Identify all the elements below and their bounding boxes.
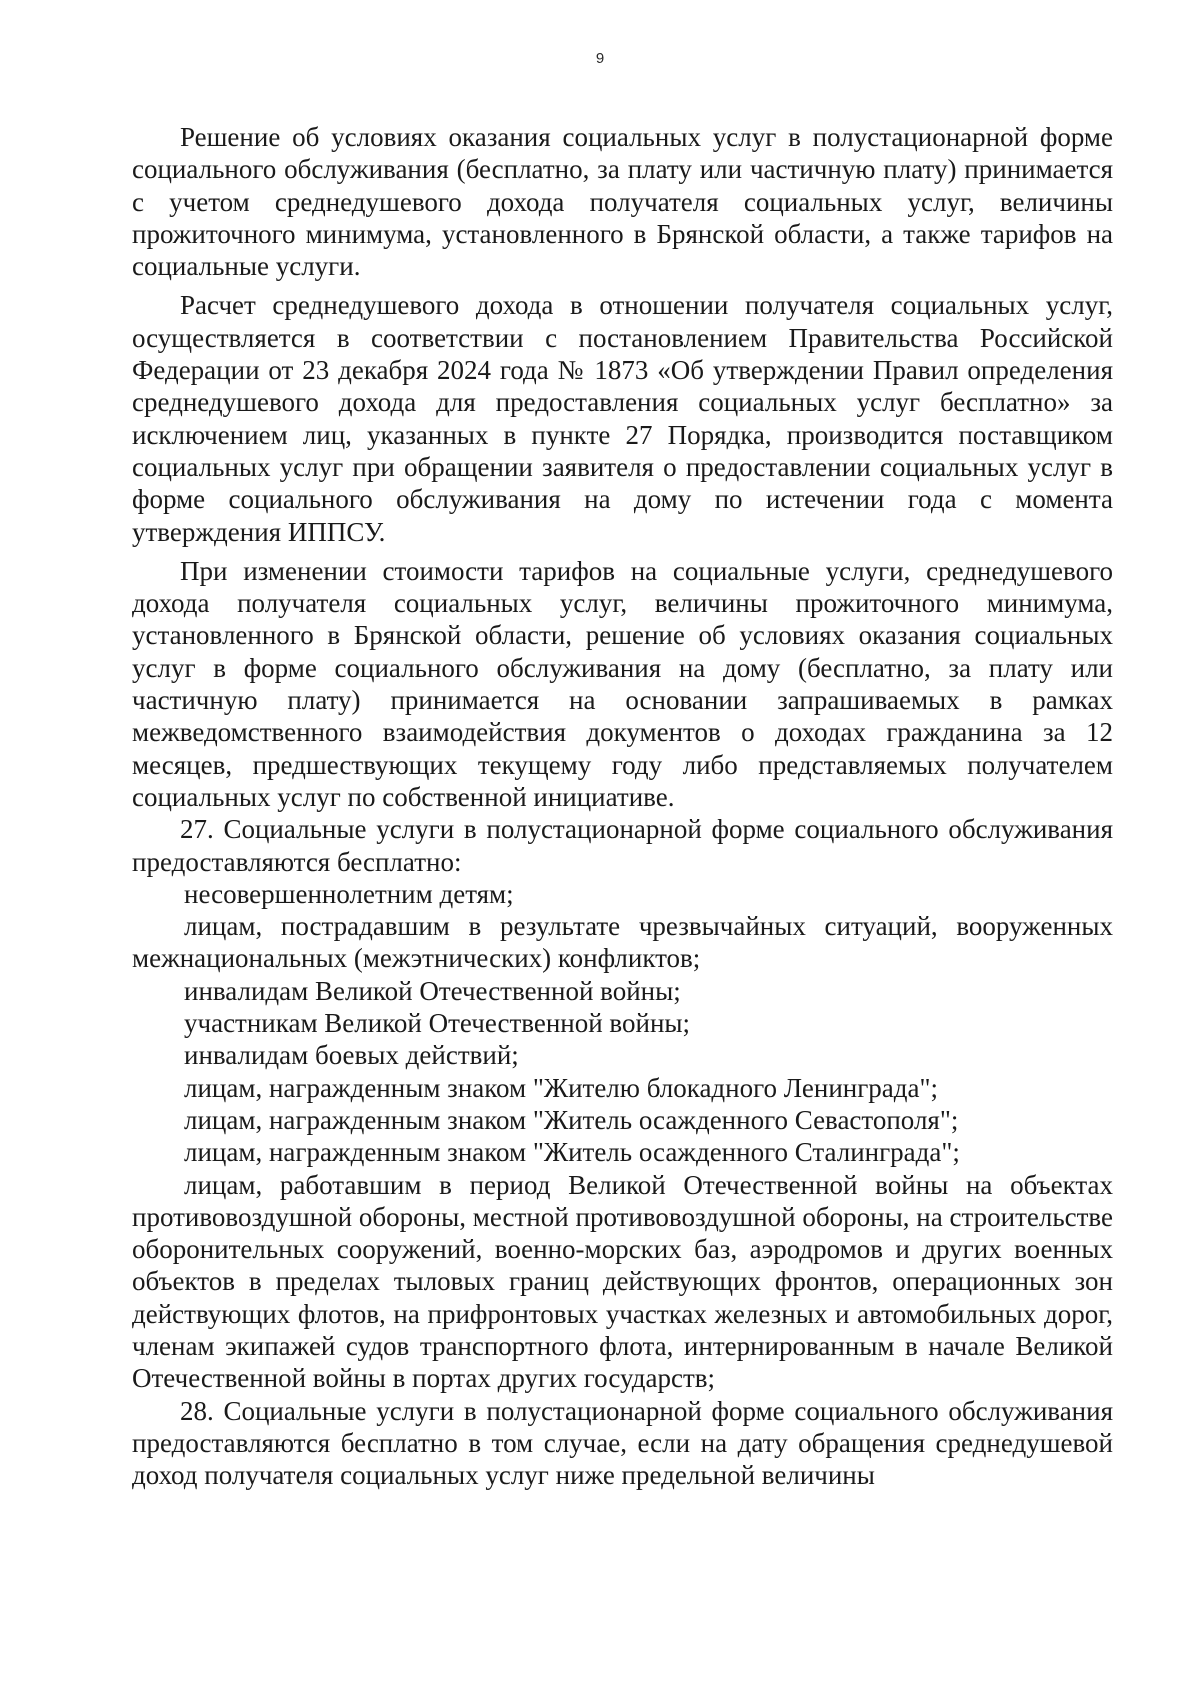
paragraph-tariff-change: При изменении стоимости тарифов на социальные услуги, среднедушевого дохода получателя социальных услуг, величины прожиточного минимума, установленного в Брянской области, решение об условиях оказания социальных услуг в форме социального обслуживания на дому (бесплатно, за плату или частичную плату) принимается на основании запрашиваемых в рамках межведомственного взаимодействия документов о доходах гражданина за 12 месяцев, предшествующих текущему году либо представляемых получателем социальных услуг по собственной инициативе. [132,555,1113,812]
section-27-item-stalingrad-badge: лицам, награжденным знаком "Житель осажденного Сталинграда"; [184,1137,960,1168]
section-28-text: 28. Социальные услуги в полустационарной форме социального обслуживания предоставляются бесплатно в том случае, если на дату обращения среднедушевой доход получателя социальных услуг ниже предельной величины [132,1395,1113,1491]
page-number: 9 [595,50,605,67]
paragraph-income-calculation: Расчет среднедушевого дохода в отношении получателя социальных услуг, осуществляется в соответствии с постановлением Правительства Российской Федерации от 23 декабря 2024 года № 1873 «Об утверждении Правил определения среднедушевого дохода для предоставления социальных услуг бесплатно» за исключением лиц, указанных в пункте 27 Порядка, производится поставщиком социальных услуг при обращении заявителя о предоставлении социальных услуг в форме социального обслуживания на дому по истечении года с момента утверждения ИППСУ. [132,290,1113,547]
section-27-intro: 27. Социальные услуги в полустационарной форме социального обслуживания предоставляются бесплатно: [132,814,1113,877]
paragraph-decision-conditions: Решение об условиях оказания социальных услуг в полустационарной форме социального обслуживания (бесплатно, за плату или частичную плату) принимается с учетом среднедушевого дохода получателя социальных услуг, величины прожиточного минимума, установленного в Брянской области, а также тарифов на социальные услуги. [132,122,1113,282]
section-27-item-emergency-victims: лицам, пострадавшим в результате чрезвычайных ситуаций, вооруженных межнациональных (межэтнических) конфликтов; [132,911,1113,974]
section-27-item-sevastopol-badge: лицам, награжденным знаком "Житель осажденного Севастополя"; [184,1104,959,1135]
section-27-item-wwii-participants: участникам Великой Отечественной войны; [184,1008,691,1039]
section-27-item-wwii-disabled: инвалидам Великой Отечественной войны; [184,975,681,1006]
document-body [132,121,1113,1491]
section-27-item-home-front-workers: лицам, работавшим в период Великой Отечественной войны на объектах противовоздушной обороны, местной противовоздушной обороны, на строительстве оборонительных сооружений, военно-морских баз, аэродромов и других военных объектов в пределах тыловых границ действующих фронтов, операционных зон действующих флотов, на прифронтовых участках железных и автомобильных дорог, членам экипажей судов транспортного флота, интернированным в начале Великой Отечественной войны в портах других государств; [132,1169,1113,1394]
section-27-item-leningrad-badge: лицам, награжденным знаком "Жителю блокадного Ленинграда"; [184,1072,939,1103]
section-27-item-combat-disabled: инвалидам боевых действий; [184,1040,519,1071]
section-27-item-minors: несовершеннолетним детям; [184,878,514,909]
